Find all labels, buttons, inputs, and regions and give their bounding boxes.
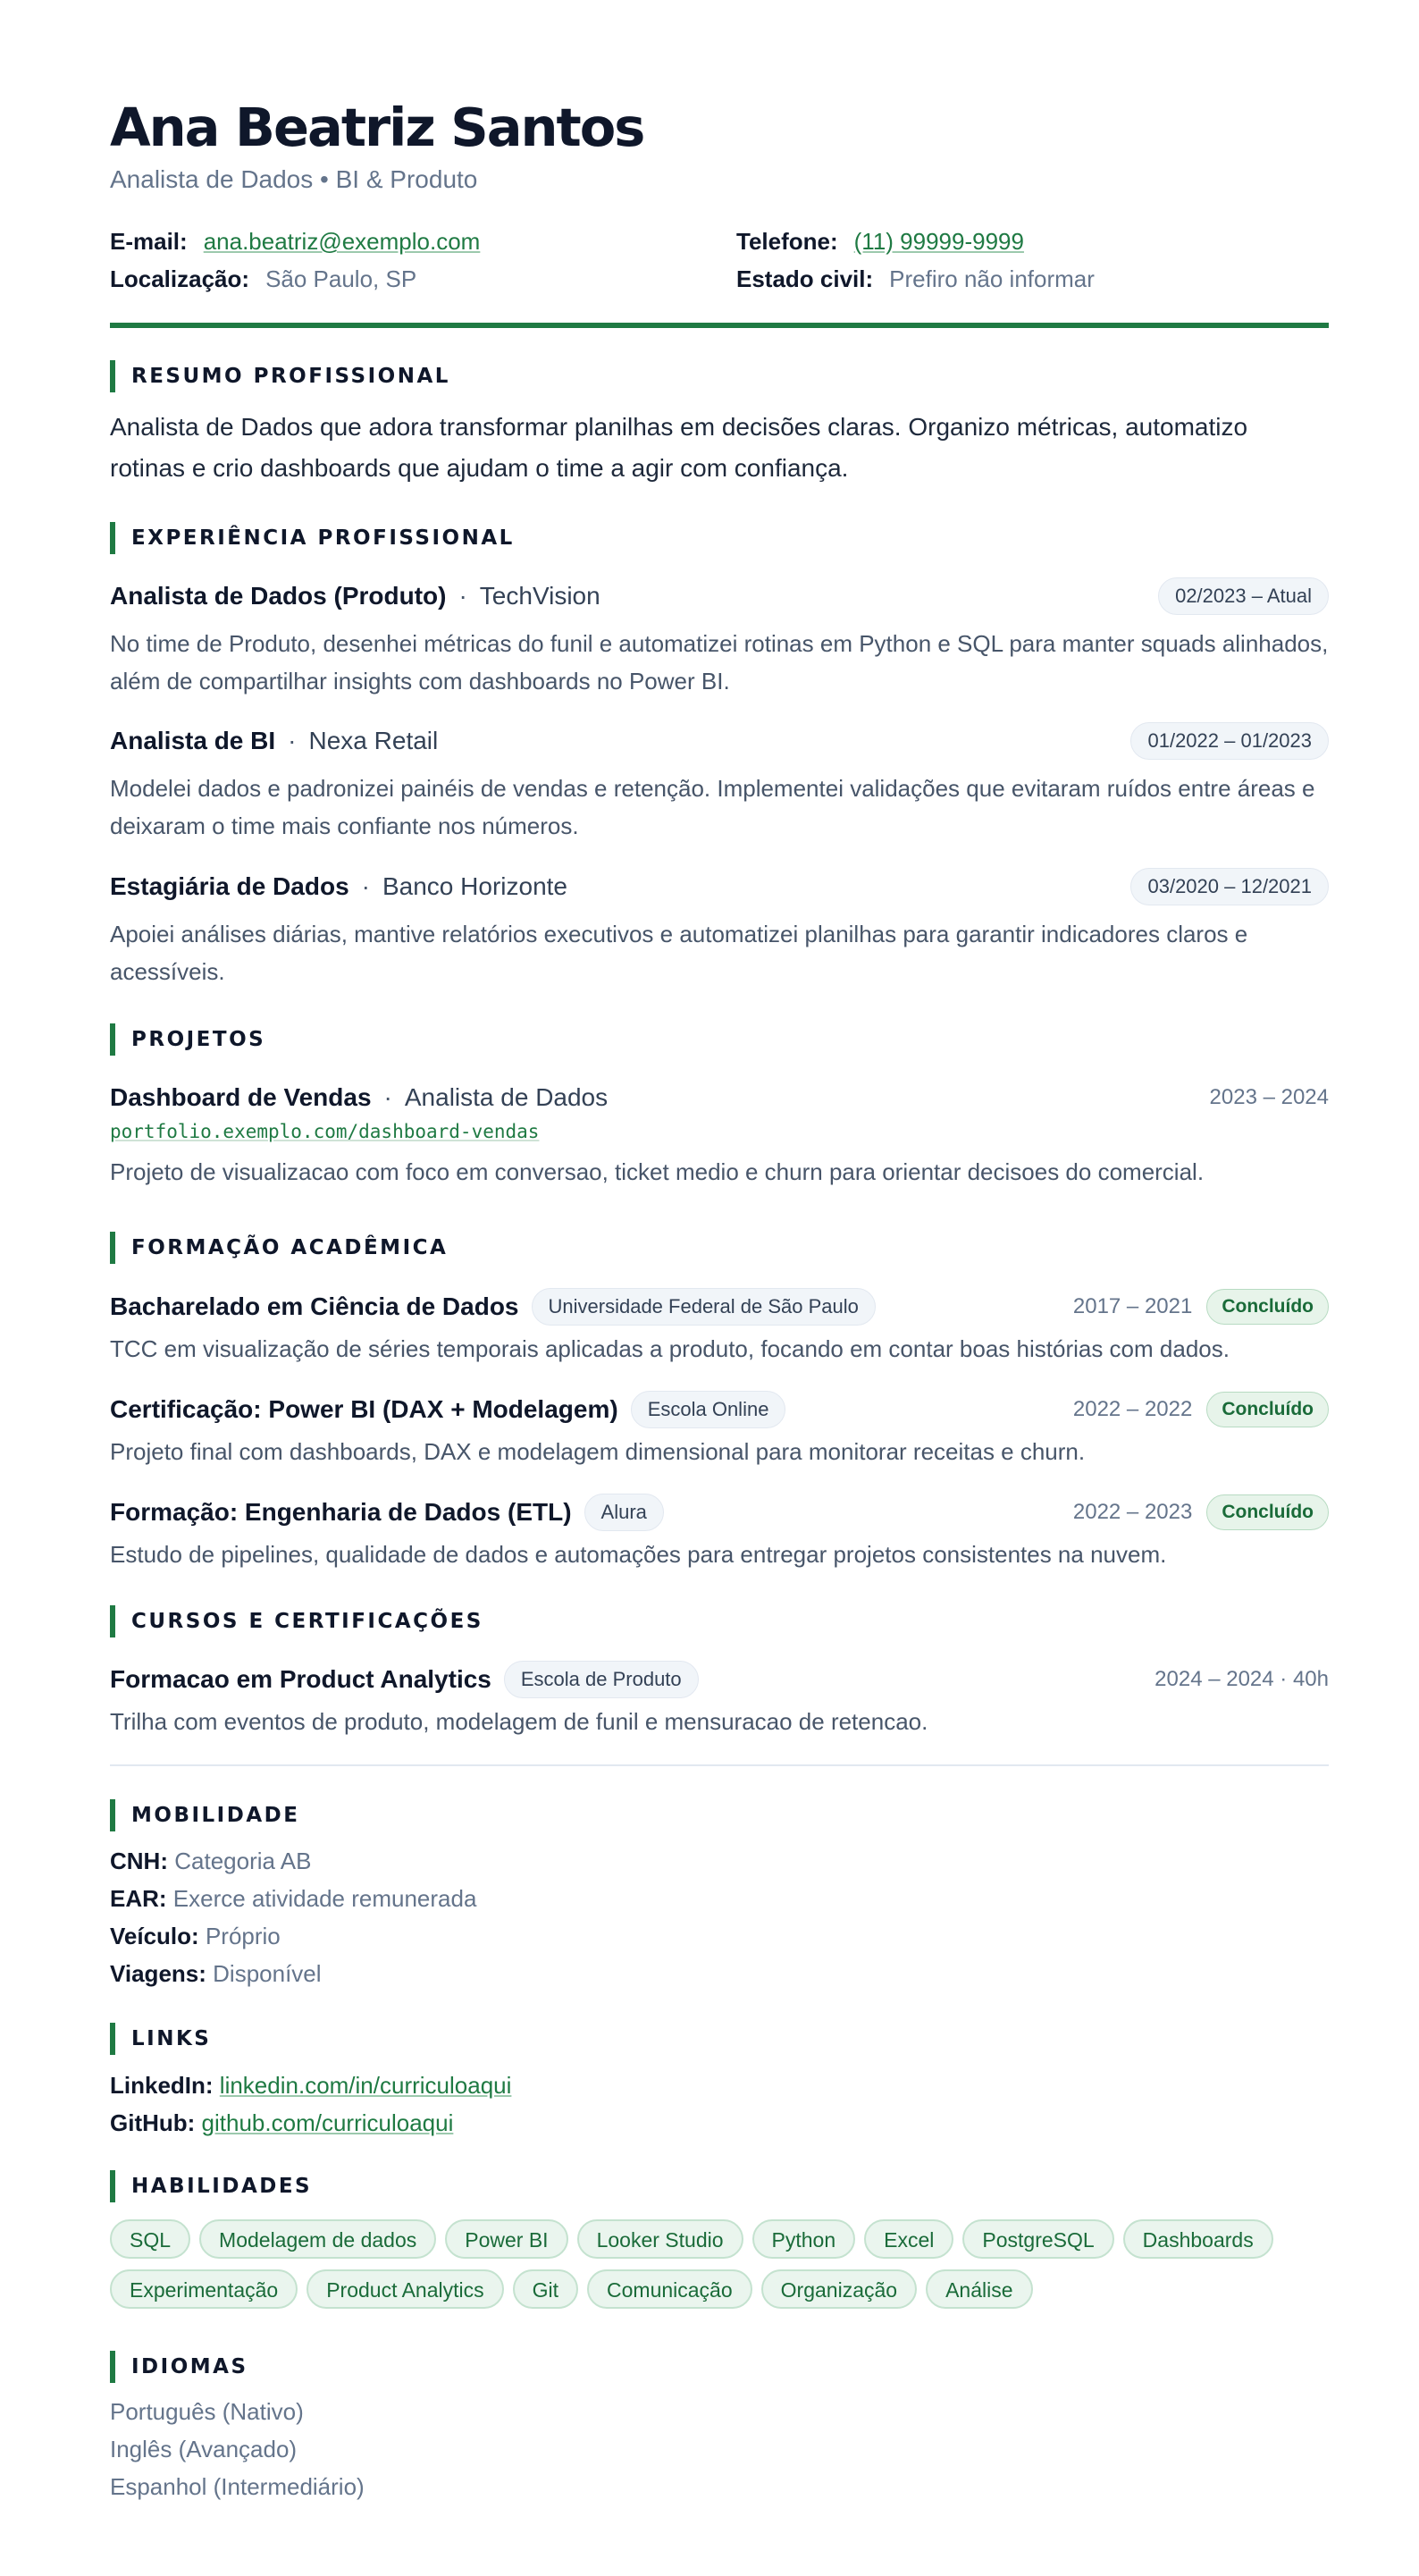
job-company: TechVision — [479, 582, 600, 610]
skill-chip: Product Analytics — [306, 2269, 503, 2309]
course-description: Projeto final com dashboards, DAX e modelagem dimensional para monitorar receitas e churn. — [110, 1438, 1086, 1465]
section-title-summary: RESUMO PROFISSIONAL — [110, 360, 450, 392]
experience-item — [110, 577, 1329, 700]
skill-chip: Git — [513, 2269, 578, 2309]
project-item — [110, 1078, 1329, 1191]
course-period: 2024 – 2024 · 40h — [1155, 1667, 1329, 1691]
contact-email — [110, 228, 480, 256]
skill-chip: Modelagem de dados — [199, 2219, 436, 2259]
phone-link[interactable]: (11) 99999-9999 — [853, 228, 1024, 255]
header-divider — [110, 323, 1329, 328]
job-period-badge: 02/2023 – Atual — [1158, 577, 1329, 615]
link-label: LinkedIn: — [110, 2072, 214, 2099]
section-title-experience: EXPERIÊNCIA PROFISSIONAL — [110, 522, 515, 554]
mobility-value: Próprio — [205, 1923, 281, 1949]
section-title-education: FORMAÇÃO ACADÊMICA — [110, 1232, 448, 1264]
mobility-value: Categoria AB — [174, 1848, 312, 1874]
mobility-list — [110, 1842, 1329, 1992]
section-divider — [110, 1764, 1329, 1766]
skill-chip: Organização — [761, 2269, 917, 2309]
job-description: Modelei dados e padronizei painéis de vendas e retenção. Implementei validações que evitaram ruídos entre áreas e deixaram o time mais confiante nos números. — [110, 775, 1315, 839]
job-period-badge: 01/2022 – 01/2023 — [1130, 722, 1329, 760]
email-label: E-mail: — [110, 228, 188, 255]
languages-list — [110, 2393, 1329, 2505]
mobility-item — [110, 1842, 1329, 1880]
status-badge: Concluído — [1206, 1392, 1329, 1427]
experience-item — [110, 867, 1329, 990]
links-list — [110, 2067, 1329, 2142]
course-name: Bacharelado em Ciência de Dados — [110, 1292, 519, 1320]
institution-badge: Alura — [584, 1494, 664, 1531]
course-period: 2022 – 2023 — [1072, 1500, 1193, 1524]
course-item — [110, 1660, 1329, 1740]
email-link[interactable]: ana.beatriz@exemplo.com — [203, 228, 481, 255]
skill-chip: PostgreSQL — [962, 2219, 1113, 2259]
section-title-projects: PROJETOS — [110, 1023, 265, 1056]
course-name: Formacao em Product Analytics — [110, 1665, 491, 1693]
status-badge: Concluído — [1206, 1494, 1329, 1530]
civil-status-label: Estado civil: — [736, 265, 874, 292]
headline: Analista de Dados • BI & Produto — [110, 165, 478, 193]
education-item — [110, 1390, 1329, 1470]
skill-chip: Comunicação — [587, 2269, 752, 2309]
language-item: Português (Nativo) — [110, 2398, 304, 2425]
institution-badge: Escola de Produto — [504, 1661, 699, 1698]
skill-chip: Análise — [926, 2269, 1032, 2309]
link-item — [110, 2067, 1329, 2104]
skill-chip: SQL — [110, 2219, 190, 2259]
project-role: Analista de Dados — [404, 1083, 609, 1111]
mobility-value: Disponível — [213, 1960, 322, 1987]
course-period: 2017 – 2021 — [1072, 1294, 1193, 1318]
course-period: 2022 – 2022 — [1072, 1397, 1193, 1421]
mobility-value: Exerce atividade remunerada — [172, 1885, 477, 1912]
job-period-badge: 03/2020 – 12/2021 — [1130, 868, 1329, 905]
mobility-label: Viagens: — [110, 1960, 206, 1987]
section-title-languages: IDIOMAS — [110, 2351, 248, 2383]
course-description: TCC em visualização de séries temporais aplicadas a produto, focando em contar boas histórias com dados. — [110, 1335, 1230, 1362]
course-name: Certificação: Power BI (DAX + Modelagem) — [110, 1395, 618, 1423]
location-label: Localização: — [110, 265, 250, 292]
link-item — [110, 2104, 1329, 2142]
contact-location — [110, 265, 416, 293]
skill-chip: Python — [752, 2219, 856, 2259]
institution-badge: Universidade Federal de São Paulo — [532, 1288, 876, 1326]
job-company: Nexa Retail — [308, 727, 439, 754]
separator-dot: · — [361, 872, 370, 900]
skill-chip: Excel — [864, 2219, 953, 2259]
skills-chip-list — [110, 2219, 1329, 2309]
phone-label: Telefone: — [736, 228, 838, 255]
github-link[interactable]: github.com/curriculoaqui — [201, 2109, 454, 2136]
course-description: Estudo de pipelines, qualidade de dados e automações para entregar projetos consistentes na nuvem. — [110, 1541, 1167, 1568]
project-url-link[interactable]: portfolio.exemplo.com/dashboard-vendas — [110, 1121, 540, 1142]
job-company: Banco Horizonte — [382, 872, 567, 900]
skill-chip: Power BI — [445, 2219, 567, 2259]
education-item — [110, 1493, 1329, 1573]
separator-dot: · — [288, 727, 297, 754]
linkedin-link[interactable]: linkedin.com/in/curriculoaqui — [219, 2072, 512, 2099]
mobility-item — [110, 1917, 1329, 1955]
contact-civil-status — [736, 265, 1095, 293]
course-name: Formação: Engenharia de Dados (ETL) — [110, 1498, 572, 1526]
skill-chip: Experimentação — [110, 2269, 298, 2309]
civil-status-value: Prefiro não informar — [889, 265, 1095, 292]
job-role: Estagiária de Dados — [110, 872, 349, 900]
experience-item — [110, 721, 1329, 845]
mobility-label: CNH: — [110, 1848, 168, 1874]
separator-dot: · — [458, 582, 467, 610]
section-title-links: LINKS — [110, 2023, 211, 2055]
candidate-name: Ana Beatriz Santos — [110, 97, 644, 158]
job-description: Apoiei análises diárias, mantive relatórios executivos e automatizei planilhas para garantir indicadores claros e acessíveis. — [110, 921, 1248, 985]
summary-text: Analista de Dados que adora transformar planilhas em decisões claras. Organizo métricas, automatizo rotinas e crio dashboards que ajudam o time a agir com confiança. — [110, 413, 1248, 482]
skill-chip: Looker Studio — [577, 2219, 743, 2259]
section-title-courses: CURSOS E CERTIFICAÇÕES — [110, 1605, 483, 1637]
job-description: No time de Produto, desenhei métricas do funil e automatizei rotinas em Python e SQL para manter squads alinhados, além de compartilhar insights com dashboards no Power BI. — [110, 630, 1329, 695]
section-title-mobility: MOBILIDADE — [110, 1799, 299, 1831]
section-title-skills: HABILIDADES — [110, 2170, 312, 2202]
course-description: Trilha com eventos de produto, modelagem de funil e mensuracao de retencao. — [110, 1708, 928, 1735]
mobility-item — [110, 1955, 1329, 1992]
education-item — [110, 1287, 1329, 1368]
contact-block — [110, 228, 1329, 299]
separator-dot: · — [383, 1083, 392, 1111]
status-badge: Concluído — [1206, 1289, 1329, 1325]
contact-phone — [736, 228, 1024, 256]
project-description: Projeto de visualizacao com foco em conversao, ticket medio e churn para orientar decisoes do comercial. — [110, 1158, 1205, 1185]
skill-chip: Dashboards — [1123, 2219, 1273, 2259]
language-item: Inglês (Avançado) — [110, 2436, 298, 2462]
job-role: Analista de BI — [110, 727, 276, 754]
project-period: 2023 – 2024 — [1209, 1085, 1329, 1109]
institution-badge: Escola Online — [631, 1391, 786, 1428]
mobility-label: EAR: — [110, 1885, 167, 1912]
project-name: Dashboard de Vendas — [110, 1083, 372, 1111]
mobility-label: Veículo: — [110, 1923, 199, 1949]
job-role: Analista de Dados (Produto) — [110, 582, 447, 610]
mobility-item — [110, 1880, 1329, 1917]
language-item: Espanhol (Intermediário) — [110, 2473, 365, 2500]
link-label: GitHub: — [110, 2109, 196, 2136]
location-value: São Paulo, SP — [265, 265, 417, 292]
